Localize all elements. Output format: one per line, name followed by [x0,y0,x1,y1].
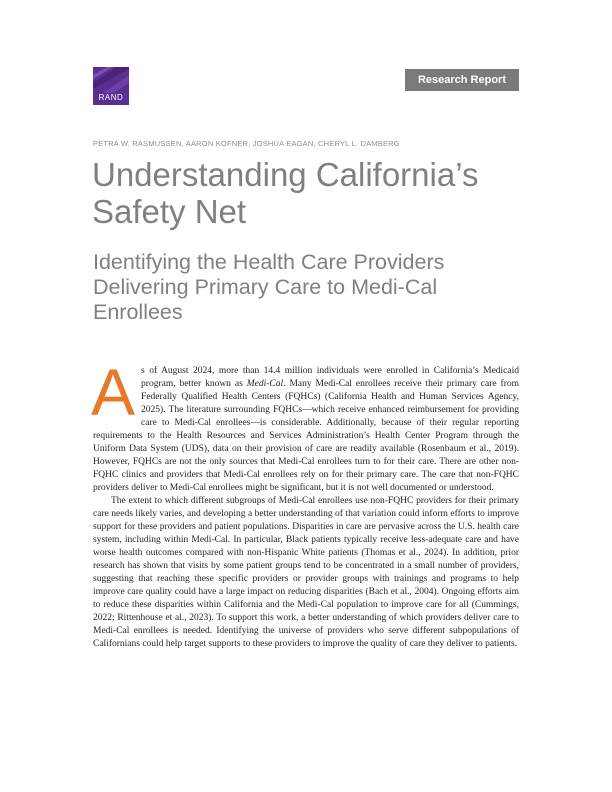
authors-line: PETRA W. RASMUSSEN, AARON KOFNER, JOSHUA EAGAN, CHERYL L. DAMBERG [93,139,400,148]
paragraph-2: The extent to which different subgroups of Medi-Cal enrollees use non-FQHC providers for their primary care needs likely varies, and developing a better understanding of that variation could inform efforts to improve support for these providers and patient populations. Disparities in care are pervasive across the U.S. health care system, including within Medi-Cal. In particular, Black patients typically receive less-adequate care and have worse health outcomes compared with non-Hispanic White patients (Thomas et al., 2024). In addition, prior research has shown that visits by some patient groups tend to be concentrated in a small number of providers, suggesting that reaching these specific providers or provider groups with trainings and programs to help improve care quality could have a large impact on reducing disparities (Bach et al., 2004). Ongoing efforts aim to reduce these disparities within California and the Medi-Cal population to improve care for all (Cummings, 2022; Rittenhouse et al., 2023). To support this work, a better understanding of which providers deliver care to Medi-Cal enrollees is needed. Identifying the universe of providers who serve different subpopulations of Californians could help target supports to these providers to improve the quality of care they deliver to patients. [93,496,519,649]
research-report-badge: Research Report [405,69,519,91]
paragraph-1-rest: . Many Medi-Cal enrollees receive their primary care from Federally Qualified Health Centers (FQHCs) (California Health and Human Services Agency, 2025). The literature surrounding FQHCs—which receive enhanced reimbursement for providing care to Medi-Cal enrollees—is considerable. Additionally, because of their regular reporting requirements to the Health Resources and Services Administration’s Health Center Program through the Uniform Data System (UDS), data on their provision of care are readily available (Rosenbaum et al., 2019). However, FQHCs are not the only sources that Medi-Cal enrollees turn to for their care. There are other non-FQHC clinics and providers that Medi-Cal enrollees rely on for their primary care. The care that non-FQHC providers deliver to Medi-Cal enrollees might be significant, but it is not well documented or understood. [93,379,519,493]
drop-cap: A [91,355,136,429]
paragraph-1 [91,355,519,495]
report-title: Understanding California’s Safety Net [92,156,479,230]
medi-cal-emphasis: Medi-Cal [246,379,284,389]
rand-logo-text: RAND [98,93,124,102]
report-subtitle: Identifying the Health Care Providers Delivering Primary Care to Medi-Cal Enrollees [93,250,445,324]
rand-logo [93,67,129,105]
body-text [91,355,519,651]
paragraph-1-start: s of August 2024, more than 14.4 million individuals were enrolled in California’s Medicaid program, better known as [141,366,519,389]
